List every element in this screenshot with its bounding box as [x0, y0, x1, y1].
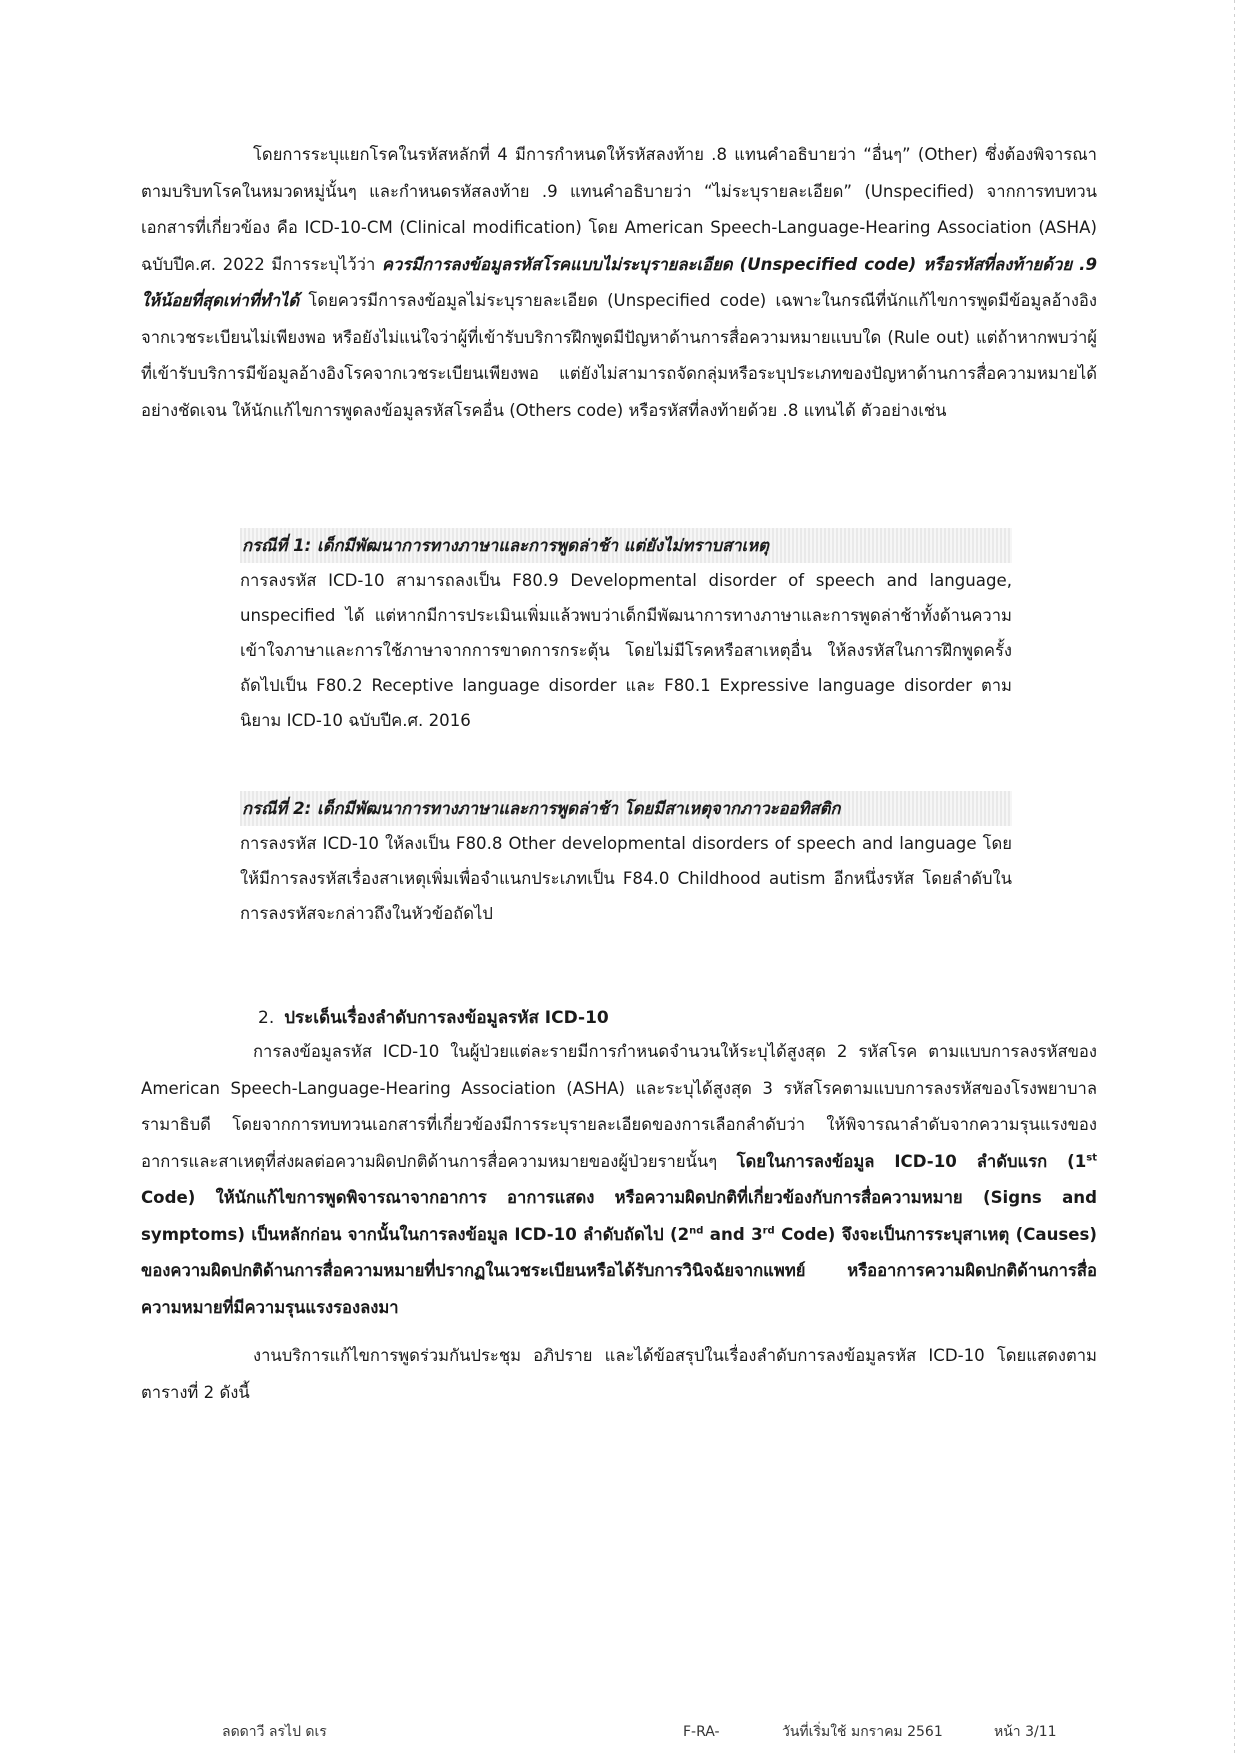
intro-text-1: โดยการระบุแยกโรคในรหัสหลักที่ 4 มีการกำหนดให้รหัสลงท้าย .8 แทนคำอธิบายว่า “อื่นๆ” (Other) ซึ่งต้องพิจารณาตามบริบทโรคในหมวดหมู่นั้นๆ และกำหนดรหัสลงท้าย .9 แทนคำอธิบายว่า “ไม่ระบุรายละเอียด” (Unspecified) จากการทบทวนเอกสารที่เกี่ยวข้อง คือ ICD-10-CM (Clinical modification) โดย American Speech-Language-Hearing Association (ASHA) ฉบับปีค.ศ. 2022 มีการระบุไว้ว่า [141, 145, 1097, 274]
bold-part-4: Code) จึงจะเป็นการระบุสาเหตุ (Causes) ของความผิดปกติด้านการสื่อความหมายที่ปรากฏในเวชระเบียนหรือได้รับการวินิจฉัยจากแพทย์ หรืออาการความผิดปกติด้านการสื่อความหมายที่มีความรุนแรงรองลงมา [141, 1224, 1097, 1317]
bold-part-1: โดยในการลงข้อมูล ICD-10 ลำดับแรก (1 [736, 1151, 1087, 1171]
section-2-title: ประเด็นเรื่องลำดับการลงข้อมูลรหัส ICD-10 [284, 1008, 609, 1028]
section-2-text: การลงข้อมูลรหัส ICD-10 ในผู้ป่วยแต่ละรายมีการกำหนดจำนวนให้ระบุได้สูงสุด 2 รหัสโรค ตามแบบการลงรหัสของ American Speech-Language-Hearing Association (ASHA) และระบุได้สูงสุด 3 รหัสโรคตามแบบการลงรหัสของโรงพยาบาลรามาธิบดี โดยจากการทบทวนเอกสารที่เกี่ยวข้องมีการระบุรายละเอียดของการเลือกลำดับว่า ให้พิจารณาลำดับจากความรุนแรงของอาการและสาเหตุที่ส่งผลต่อความผิดปกติด้านการสื่อความหมายของผู้ป่วยรายนั้นๆ [141, 1042, 1097, 1171]
superscript-1st: st [1086, 1151, 1097, 1163]
case-1-body: การลงรหัส ICD-10 สามารถลงเป็น F80.9 Developmental disorder of speech and language, unspecified ได้ แต่หากมีการประเมินเพิ่มแล้วพบว่าเด็กมีพัฒนาการทางภาษาและการพูดล่าช้าทั้งด้านความเข้าใจภาษาและการใช้ภาษาจากการขาดการกระตุ้น โดยไม่มีโรคหรือสาเหตุอื่น ให้ลงรหัสในการฝึกพูดครั้งถัดไปเป็น F80.2 Receptive language disorder และ F80.1 Expressive language disorder ตามนิยาม ICD-10 ฉบับปีค.ศ. 2016 [240, 571, 1012, 730]
footer-page-number: หน้า 3/11 [994, 1724, 1057, 1740]
scan-edge-line [1234, 0, 1235, 1755]
intro-paragraph [141, 137, 1097, 429]
bold-part-3: and 3 [703, 1224, 763, 1244]
footer-form-code: F-RA- [683, 1724, 720, 1740]
case-2-block [240, 791, 1012, 931]
bold-part-2: Code) ให้นักแก้ไขการพูดพิจารณาจากอาการ อาการแสดง หรือความผิดปกติที่เกี่ยวข้องกับการสื่อความหมาย (Signs and symptoms) เป็นหลักก่อน จากนั้นในการลงข้อมูล ICD-10 ลำดับถัดไป (2 [141, 1188, 1097, 1244]
intro-text-2: โดยควรมีการลงข้อมูลไม่ระบุรายละเอียด (Unspecified code) เฉพาะในกรณีที่นักแก้ไขการพูดมีข้อมูลอ้างอิงจากเวชระเบียนไม่เพียงพอ หรือยังไม่แน่ใจว่าผู้ที่เข้ารับบริการฝึกพูดมีปัญหาด้านการสื่อความหมายแบบใด (Rule out) แต่ถ้าหากพบว่าผู้ที่เข้ารับบริการมีข้อมูลอ้างอิงโรคจากเวชระเบียนเพียงพอ แต่ยังไม่สามารถจัดกลุ่มหรือระบุประเภทของปัญหาด้านการสื่อความหมายได้อย่างชัดเจน ให้นักแก้ไขการพูดลงข้อมูลรหัสโรคอื่น (Others code) หรือรหัสที่ลงท้ายด้วย .8 แทนได้ ตัวอย่างเช่น [141, 291, 1097, 420]
case-1-block [240, 528, 1012, 738]
case-2-title: กรณีที่ 2: เด็กมีพัฒนาการทางภาษาและการพูดล่าช้า โดยมีสาเหตุจากภาวะออทิสติก [240, 791, 1012, 826]
section-2-paragraph [141, 1034, 1097, 1326]
footer-left-text: ลดดาวี ลรไป ดเร [222, 1724, 327, 1740]
superscript-2nd: nd [689, 1224, 704, 1236]
intro-emphasis: ควรมีการลงข้อมูลรหัสโรคแบบไม่ระบุรายละเอียด (Unspecified code) หรือรหัสที่ลงท้ายด้วย .9 ให้น้อยที่สุดเท่าที่ทำได้ [141, 254, 1097, 310]
case-1-title: กรณีที่ 1: เด็กมีพัฒนาการทางภาษาและการพูดล่าช้า แต่ยังไม่ทราบสาเหตุ [240, 528, 1012, 563]
case-2-body: การลงรหัส ICD-10 ให้ลงเป็น F80.8 Other developmental disorders of speech and language โดยให้มีการลงรหัสเรื่องสาเหตุเพิ่มเพื่อจำแนกประเภทเป็น F84.0 Childhood autism อีกหนึ่งรหัส โดยลำดับในการลงรหัสจะกล่าวถึงในหัวข้อถัดไป [240, 834, 1012, 923]
section-2-heading [258, 1003, 609, 1033]
superscript-3rd: rd [762, 1224, 775, 1236]
footer-start-date: วันที่เริ่มใช้ มกราคม 2561 [782, 1724, 943, 1740]
section-2-paragraph-2: งานบริการแก้ไขการพูดร่วมกันประชุม อภิปราย และได้ข้อสรุปในเรื่องลำดับการลงข้อมูลรหัส ICD-10 โดยแสดงตามตารางที่ 2 ดังนี้ [141, 1346, 1097, 1402]
section-2-bold-text [141, 1152, 1097, 1317]
section-2-number: 2. [258, 1008, 275, 1028]
